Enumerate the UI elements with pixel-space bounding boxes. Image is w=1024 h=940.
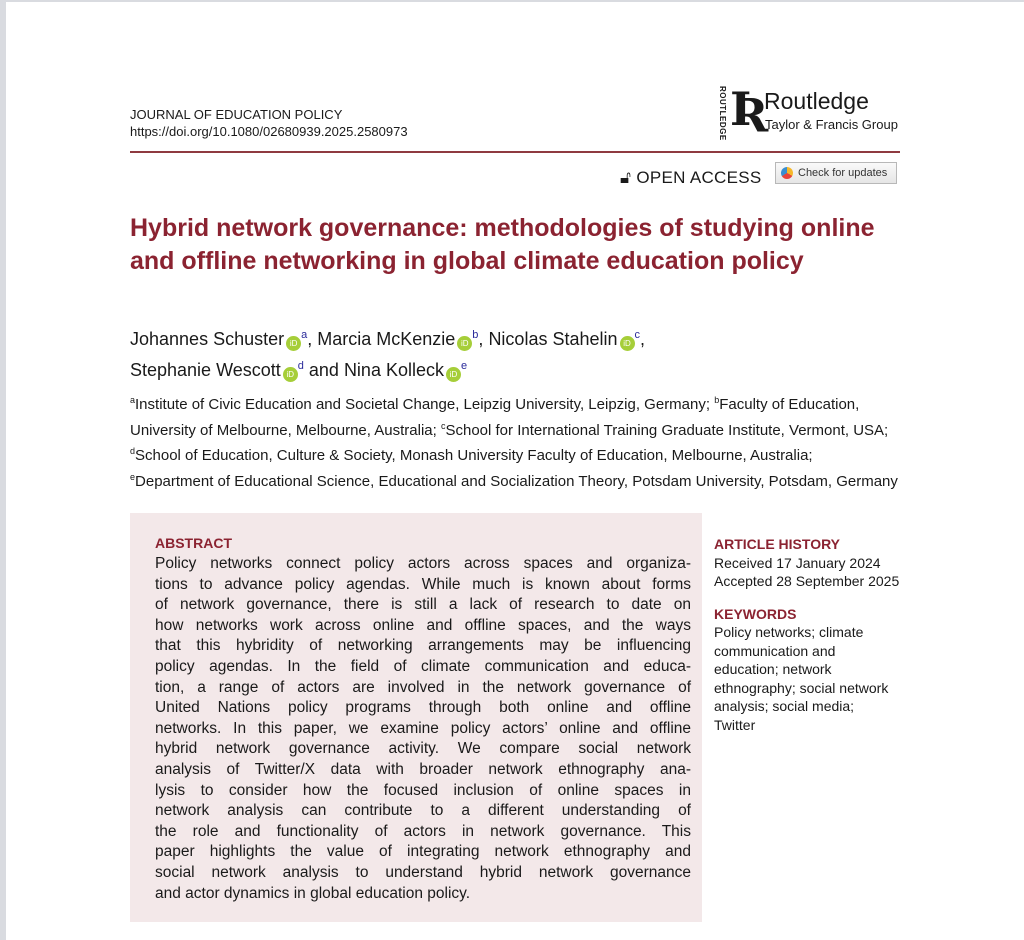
abstract-line: lysis to consider how the focused inclusion of online spaces in — [155, 781, 691, 799]
keywords-list — [714, 623, 914, 734]
affiliation-marker: c — [634, 329, 641, 341]
author-name: Marcia McKenzie — [317, 329, 456, 349]
affiliation-text: School of Education, Culture & Society, Monash University Faculty of Education, Melbourne, Australia; — [135, 447, 813, 464]
affiliation-text: School for International Training Graduate Institute, Vermont, USA; — [445, 421, 889, 439]
publisher-name: Routledge — [764, 88, 869, 114]
abstract-heading: ABSTRACT — [155, 535, 232, 551]
keywords-heading: KEYWORDS — [714, 605, 797, 622]
keyword-line: education; network — [714, 661, 832, 677]
affiliation-text: Institute of Civic Education and Societal Change, Leipzig University, Leipzig, Germany; — [135, 396, 715, 413]
abstract-line: tion, a range of actors are involved in the network governance of — [155, 678, 691, 696]
abstract-line: and actor dynamics in global education policy. — [155, 884, 471, 902]
affiliation-marker: e — [130, 471, 136, 482]
affiliation-text: Department of Educational Science, Educational and Socialization Theory, Potsdam University, Potsdam, Germany — [135, 472, 898, 490]
abstract-line: social network analysis to understand hybrid network governance — [155, 863, 691, 881]
orcid-icon[interactable]: iD — [283, 367, 298, 382]
affiliation-marker: d — [130, 446, 136, 456]
keyword-line: ethnography; social network — [714, 679, 889, 696]
crossmark-icon — [781, 167, 793, 179]
viewer-top-edge — [0, 0, 1024, 2]
journal-name: JOURNAL OF EDUCATION POLICY — [130, 107, 343, 122]
affiliation-marker: b — [714, 395, 720, 405]
abstract-line: network analysis can contribute to a different understanding of — [155, 802, 691, 820]
keyword-line: Policy networks; climate — [714, 624, 864, 640]
abstract-line: hybrid network governance activity. We compare social network — [155, 740, 691, 758]
abstract-line: policy agendas. In the field of climate communication and educa- — [155, 657, 691, 675]
article-sidebar — [714, 535, 914, 734]
abstract-line: the role and functionality of actors in network governance. This — [155, 822, 691, 840]
abstract-line: how networks work across online and offline spaces, and the ways — [155, 616, 691, 634]
author-separator: , — [307, 329, 318, 349]
orcid-icon[interactable]: iD — [286, 336, 301, 351]
affiliations — [130, 390, 900, 492]
abstract-box — [130, 513, 702, 922]
keyword-line: analysis; social media; — [714, 698, 855, 714]
article-title: Hybrid network governance: methodologies of studying online and offline networking in global climate education policy — [130, 214, 875, 275]
affiliation-marker: a — [130, 395, 136, 405]
abstract-line: analysis of Twitter/X data with broader network ethnography ana- — [155, 760, 691, 778]
check-updates-label: Check for updates — [798, 167, 888, 179]
received-date: Received 17 January 2024 — [714, 554, 881, 571]
viewer-left-edge — [0, 0, 6, 940]
keyword-line: communication and — [714, 642, 836, 659]
abstract-line: paper highlights the value of integrating network ethnography and — [155, 843, 691, 861]
logo-vertical-text: ROUTLEDGE — [718, 86, 727, 141]
author-list — [130, 322, 645, 384]
doi-link[interactable]: https://doi.org/10.1080/02680939.2025.2580973 — [130, 124, 408, 139]
affiliation-marker: c — [440, 420, 446, 431]
open-access-text: OPEN ACCESS — [636, 168, 762, 187]
header-divider — [130, 151, 900, 153]
affiliation-marker: d — [297, 360, 304, 372]
routledge-logo — [718, 82, 908, 141]
abstract-line: United Nations policy programs through both online and offline — [155, 699, 691, 717]
abstract-line: networks. In this paper, we examine policy actors’ online and offline — [155, 719, 691, 737]
abstract-line: of network governance, there is still a lack of research to date on — [155, 596, 691, 614]
open-lock-icon: 🔓︎ — [620, 168, 632, 187]
author-name: Nicolas Stahelin — [488, 329, 618, 349]
author-separator: and — [303, 360, 344, 380]
author-name: Stephanie Wescott — [130, 360, 281, 380]
affiliation-marker: e — [460, 360, 468, 372]
publisher-group: Taylor & Francis Group — [765, 117, 898, 132]
abstract-line: that this hybridity of networking arrangements may be influencing — [155, 637, 691, 655]
check-for-updates-button[interactable] — [775, 162, 897, 184]
journal-header — [130, 106, 408, 140]
affiliation-text: Faculty of Education, University of Melbourne, Melbourne, Australia; — [130, 396, 860, 439]
accepted-date: Accepted 28 September 2025 — [714, 573, 900, 589]
orcid-icon[interactable]: iD — [620, 336, 635, 351]
keyword-line: Twitter — [714, 716, 756, 733]
abstract-line: tions to advance policy agendas. While much is known about forms — [155, 575, 691, 593]
orcid-icon[interactable]: iD — [446, 367, 461, 382]
author-separator: , — [478, 329, 489, 349]
open-access-label — [620, 168, 762, 188]
author-separator: , — [640, 329, 646, 349]
abstract-text — [155, 554, 691, 904]
article-history-heading: ARTICLE HISTORY — [714, 536, 841, 552]
affiliation-marker: b — [472, 329, 479, 341]
routledge-head-icon: Ʀ — [730, 82, 769, 136]
orcid-icon[interactable]: iD — [457, 336, 472, 351]
abstract-line: Policy networks connect policy actors across spaces and organiza- — [155, 555, 691, 572]
author-name: Nina Kolleck — [343, 360, 444, 380]
affiliation-marker: a — [301, 329, 308, 341]
author-name: Johannes Schuster — [130, 329, 285, 349]
